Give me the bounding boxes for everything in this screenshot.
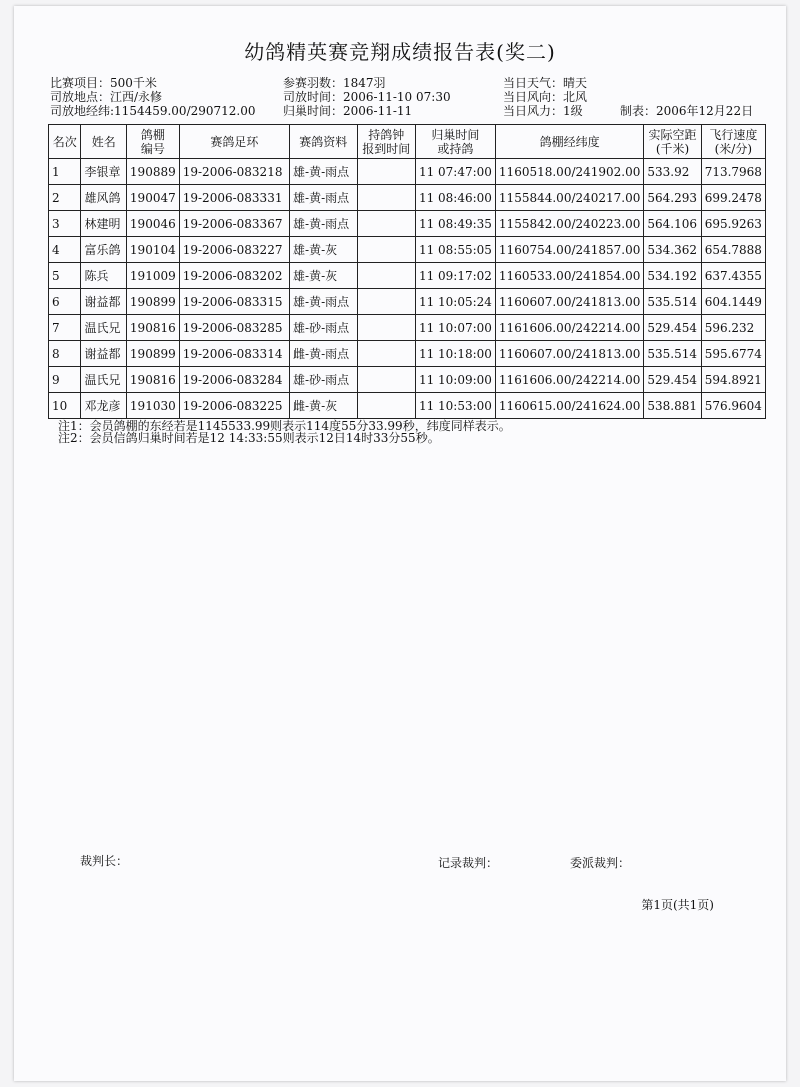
- cell-ring: 19-2006-083227: [179, 237, 289, 263]
- cell-distance: 538.881: [644, 393, 701, 419]
- recording-judge-label: 记录裁判：: [438, 856, 499, 870]
- cell-return-time: 11 07:47:00: [415, 159, 495, 185]
- entry-count: 参赛羽数：1847羽: [283, 76, 386, 90]
- table-header-row: [49, 125, 766, 159]
- table-row: [49, 393, 766, 419]
- cell-name: 邓龙彦: [81, 393, 126, 419]
- cell-clock-time: [357, 289, 415, 315]
- header-speed: 飞行速度 (米/分): [701, 125, 765, 159]
- cell-name: 李银章: [81, 159, 126, 185]
- cell-return-time: 11 09:17:02: [415, 263, 495, 289]
- cell-speed: 604.1449: [701, 289, 765, 315]
- cell-return-time: 11 08:46:00: [415, 185, 495, 211]
- cell-speed: 654.7888: [701, 237, 765, 263]
- race-info-left: [50, 76, 256, 118]
- table-row: [49, 289, 766, 315]
- cell-clock-time: [357, 393, 415, 419]
- cell-ring: 19-2006-083285: [179, 315, 289, 341]
- cell-name: 富乐鸽: [81, 237, 126, 263]
- cell-name: 谢益都: [81, 289, 126, 315]
- cell-clock-time: [357, 211, 415, 237]
- cell-pigeon-info: 雄-黄-雨点: [290, 211, 357, 237]
- cell-rank: 2: [49, 185, 81, 211]
- cell-loft-id: 190816: [126, 315, 179, 341]
- cell-ring: 19-2006-083202: [179, 263, 289, 289]
- table-row: [49, 315, 766, 341]
- cell-pigeon-info: 雌-黄-雨点: [290, 341, 357, 367]
- chief-judge-label: 裁判长：: [80, 854, 129, 868]
- cell-rank: 3: [49, 211, 81, 237]
- cell-name: 谢益都: [81, 341, 126, 367]
- cell-loft-coordinates: 1160754.00/241857.00: [495, 237, 643, 263]
- table-row: [49, 211, 766, 237]
- header-loft-coordinates: 鸽棚经纬度: [495, 125, 643, 159]
- table-row: [49, 185, 766, 211]
- cell-loft-coordinates: 1161606.00/242214.00: [495, 367, 643, 393]
- cell-loft-coordinates: 1155844.00/240217.00: [495, 185, 643, 211]
- cell-pigeon-info: 雄-砂-雨点: [290, 315, 357, 341]
- weather: 当日天气：晴天: [503, 76, 588, 90]
- cell-rank: 10: [49, 393, 81, 419]
- cell-loft-id: 190899: [126, 341, 179, 367]
- cell-speed: 699.2478: [701, 185, 765, 211]
- report-title: 幼鸽精英赛竞翔成绩报告表(奖二): [244, 40, 556, 64]
- table-row: [49, 263, 766, 289]
- return-date: 归巢时间：2006-11-11: [283, 104, 413, 118]
- cell-rank: 8: [49, 341, 81, 367]
- cell-distance: 564.106: [644, 211, 701, 237]
- cell-return-time: 11 10:53:00: [415, 393, 495, 419]
- cell-pigeon-info: 雄-黄-雨点: [290, 289, 357, 315]
- cell-distance: 529.454: [644, 367, 701, 393]
- cell-rank: 4: [49, 237, 81, 263]
- header-clock-time: 持鸽钟 报到时间: [357, 125, 415, 159]
- cell-clock-time: [357, 185, 415, 211]
- cell-clock-time: [357, 315, 415, 341]
- table-row: [49, 367, 766, 393]
- cell-loft-id: 191009: [126, 263, 179, 289]
- cell-return-time: 11 10:18:00: [415, 341, 495, 367]
- cell-loft-id: 190047: [126, 185, 179, 211]
- cell-loft-coordinates: 1160518.00/241902.00: [495, 159, 643, 185]
- cell-name: 陈兵: [81, 263, 126, 289]
- cell-loft-coordinates: 1161606.00/242214.00: [495, 315, 643, 341]
- cell-return-time: 11 08:49:35: [415, 211, 495, 237]
- cell-distance: 534.192: [644, 263, 701, 289]
- race-distance: 比赛项目：500千米: [50, 76, 157, 90]
- cell-speed: 695.9263: [701, 211, 765, 237]
- cell-rank: 6: [49, 289, 81, 315]
- cell-name: 温氏兄: [81, 367, 126, 393]
- release-time: 司放时间：2006-11-10 07:30: [283, 90, 451, 104]
- table-row: [49, 341, 766, 367]
- cell-loft-coordinates: 1160607.00/241813.00: [495, 289, 643, 315]
- cell-distance: 533.92: [644, 159, 701, 185]
- cell-speed: 596.232: [701, 315, 765, 341]
- cell-pigeon-info: 雄-黄-雨点: [290, 159, 357, 185]
- cell-pigeon-info: 雄-黄-雨点: [290, 185, 357, 211]
- cell-speed: 576.9604: [701, 393, 765, 419]
- cell-distance: 564.293: [644, 185, 701, 211]
- cell-pigeon-info: 雄-黄-灰: [290, 237, 357, 263]
- cell-clock-time: [357, 341, 415, 367]
- cell-return-time: 11 10:05:24: [415, 289, 495, 315]
- cell-name: 雄风鸽: [81, 185, 126, 211]
- cell-distance: 529.454: [644, 315, 701, 341]
- header-ring: 赛鸽足环: [179, 125, 289, 159]
- cell-clock-time: [357, 237, 415, 263]
- cell-loft-id: 190104: [126, 237, 179, 263]
- table-row: [49, 237, 766, 263]
- cell-name: 林建明: [81, 211, 126, 237]
- cell-clock-time: [357, 263, 415, 289]
- cell-ring: 19-2006-083367: [179, 211, 289, 237]
- header-distance: 实际空距 (千米): [644, 125, 701, 159]
- cell-distance: 535.514: [644, 289, 701, 315]
- cell-rank: 5: [49, 263, 81, 289]
- header-rank: 名次: [49, 125, 81, 159]
- race-info-middle: [283, 76, 451, 118]
- cell-loft-id: 191030: [126, 393, 179, 419]
- race-info-right: [503, 76, 587, 118]
- made-date: 制表：2006年12月22日: [620, 104, 754, 118]
- delegated-judge-label: 委派裁判：: [570, 856, 631, 870]
- cell-return-time: 11 10:07:00: [415, 315, 495, 341]
- header-pigeon-info: 赛鸽资料: [290, 125, 357, 159]
- cell-ring: 19-2006-083314: [179, 341, 289, 367]
- cell-ring: 19-2006-083315: [179, 289, 289, 315]
- cell-pigeon-info: 雌-黄-灰: [290, 393, 357, 419]
- cell-loft-id: 190816: [126, 367, 179, 393]
- cell-loft-coordinates: 1155842.00/240223.00: [495, 211, 643, 237]
- cell-loft-coordinates: 1160533.00/241854.00: [495, 263, 643, 289]
- cell-distance: 535.514: [644, 341, 701, 367]
- wind-force: 当日风力：1级: [503, 104, 583, 118]
- cell-rank: 9: [49, 367, 81, 393]
- header-return-time: 归巢时间 或持鸽: [415, 125, 495, 159]
- cell-speed: 594.8921: [701, 367, 765, 393]
- cell-loft-coordinates: 1160607.00/241813.00: [495, 341, 643, 367]
- cell-loft-id: 190889: [126, 159, 179, 185]
- wind-direction: 当日风向：北风: [503, 90, 588, 104]
- results-table: [48, 124, 766, 419]
- cell-clock-time: [357, 367, 415, 393]
- cell-ring: 19-2006-083284: [179, 367, 289, 393]
- cell-rank: 7: [49, 315, 81, 341]
- note-1: 注1：会员鸽棚的东经若是1145533.99则表示114度55分33.99秒，纬度同样表示。: [58, 419, 511, 433]
- cell-ring: 19-2006-083218: [179, 159, 289, 185]
- cell-loft-coordinates: 1160615.00/241624.00: [495, 393, 643, 419]
- cell-name: 温氏兄: [81, 315, 126, 341]
- cell-pigeon-info: 雄-砂-雨点: [290, 367, 357, 393]
- cell-distance: 534.362: [644, 237, 701, 263]
- cell-pigeon-info: 雄-黄-灰: [290, 263, 357, 289]
- release-location: 司放地点：江西/永修: [50, 90, 163, 104]
- cell-ring: 19-2006-083331: [179, 185, 289, 211]
- cell-rank: 1: [49, 159, 81, 185]
- header-loft-id: 鸽棚 编号: [126, 125, 179, 159]
- cell-loft-id: 190899: [126, 289, 179, 315]
- cell-return-time: 11 10:09:00: [415, 367, 495, 393]
- cell-return-time: 11 08:55:05: [415, 237, 495, 263]
- cell-speed: 595.6774: [701, 341, 765, 367]
- release-coordinates: 司放地经纬:1154459.00/290712.00: [50, 104, 256, 118]
- cell-speed: 713.7968: [701, 159, 765, 185]
- cell-ring: 19-2006-083225: [179, 393, 289, 419]
- table-row: [49, 159, 766, 185]
- cell-loft-id: 190046: [126, 211, 179, 237]
- note-2: 注2：会员信鸽归巢时间若是12 14:33:55则表示12日14时33分55秒。: [58, 431, 440, 445]
- notes: [58, 420, 511, 444]
- page-number: 第1页(共1页): [641, 898, 714, 912]
- header-name: 姓名: [81, 125, 126, 159]
- cell-clock-time: [357, 159, 415, 185]
- cell-speed: 637.4355: [701, 263, 765, 289]
